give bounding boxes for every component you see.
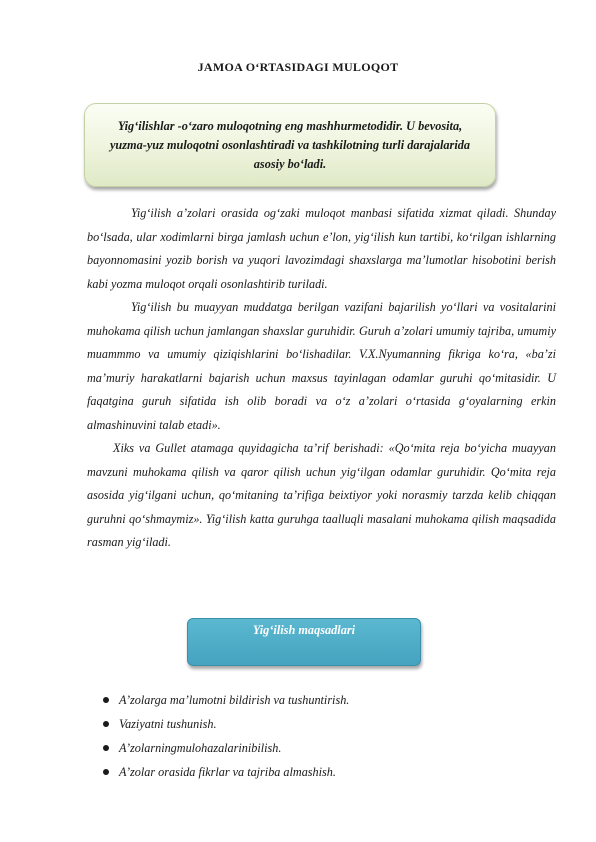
- list-item-text: Vaziyatni tushunish.: [119, 717, 217, 731]
- bullet-icon: [103, 697, 109, 703]
- bullet-icon: [103, 745, 109, 751]
- list-item: [103, 688, 349, 712]
- goals-list: [103, 688, 349, 784]
- paragraph-2: Yig‘ilish bu muayyan muddatga berilgan vazifani bajarilish yo‘llari va vositalarini muhokama qilish uchun jamlangan shaxslar guruhidir. Guruh a’zolari umumiy tajriba, umumiy muammmo va umumiy qiziqishlarini bo‘lishadilar. V.X.Nyumanning fikriga ko‘ra, «ba’zi ma’muriy harakatlarni bajarish uchun maxsus tayinlagan odamlar guruhi qo‘mitasidir. U faqatgina guruh sifatida ish olib boradi va o‘z a’zolari o‘rtasida g‘oyalarning erkin almashinuvini talab etadi».: [87, 300, 556, 432]
- list-item: [103, 736, 349, 760]
- list-item-text: A’zolarga ma’lumotni bildirish va tushuntirish.: [119, 693, 350, 707]
- bullet-icon: [103, 721, 109, 727]
- body-text: [87, 202, 556, 555]
- callout-text: Yig‘ilishlar -o‘zaro muloqotning eng mashhurmetodidir. U bevosita, yuzma-yuz muloqotni osonlashtiradi va tashkilotning turli darajalarida asosiy bo‘ladi.: [109, 118, 471, 171]
- paragraph-1: Yig‘ilish a’zolari orasida og‘zaki muloqot manbasi sifatida xizmat qiladi. Shunday bo‘lsada, ular xodimlarni birga jamlash uchun e’lon, yig‘ilish kun tartibi, ko‘rilgan ishlarning bayonnomasini yozib borish va yuqori lavozimdagi shaxslarga ma’lumotlar hisobotini berish kabi yozma muloqot orqali osonlashtirib turiladi.: [87, 206, 556, 291]
- list-item-text: A’zolar orasida fikrlar va tajriba almashish.: [119, 765, 336, 779]
- bullet-icon: [103, 769, 109, 775]
- list-item: [103, 712, 349, 736]
- page-title: JAMOA O‘RTASIDAGI MULOQOT: [197, 60, 399, 74]
- goals-header-label: Yig‘ilish maqsadlari: [252, 623, 356, 637]
- list-item-text: A’zolarningmulohazalarinibilish.: [119, 741, 282, 755]
- callout-box: [84, 103, 496, 187]
- goals-header-box: [187, 618, 421, 666]
- list-item: [103, 760, 349, 784]
- paragraph-3: Xiks va Gullet atamaga quyidagicha ta’rif berishadi: «Qo‘mita reja bo‘yicha muayyan mavzuni muhokama qilish va qaror qilish uchun yig‘ilgan odamlar guruhidir. Qo‘mita reja asosida yig‘ilgani uchun, qo‘mitaning ta’rifiga beixtiyor yoki norasmiy tarzda kelib chiqqan guruhni qo‘shmaymiz». Yig‘ilish katta guruhga taalluqli masalani muhokama qilish maqsadida rasman yig‘iladi.: [87, 441, 556, 549]
